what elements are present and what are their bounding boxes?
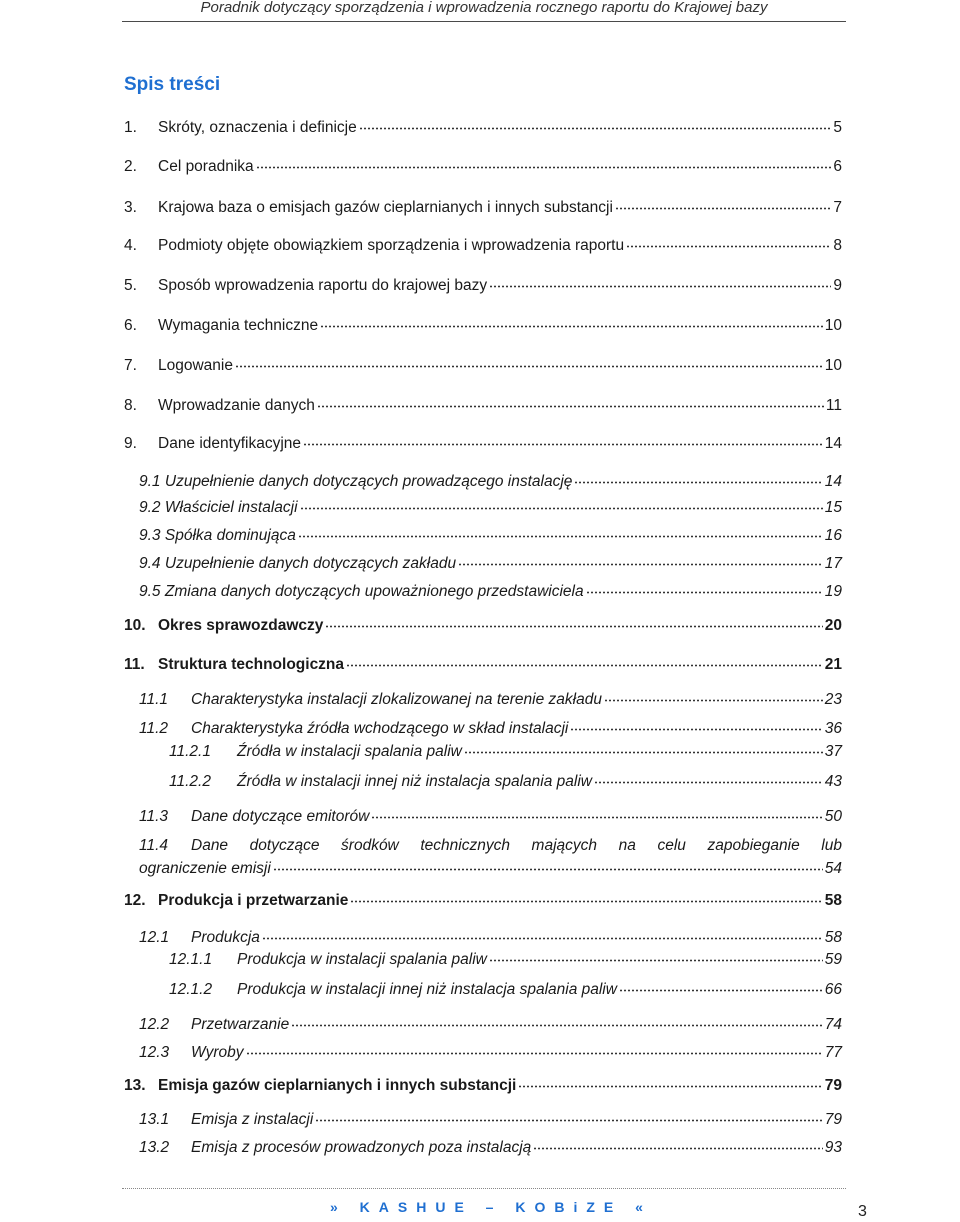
toc-entry-page: 19 bbox=[824, 583, 842, 600]
page-number: 3 bbox=[858, 1203, 867, 1220]
toc-entry-label: Wymagania techniczne bbox=[158, 317, 319, 334]
dot-leader bbox=[458, 552, 823, 566]
toc-entry-number: 12.1.2 bbox=[169, 981, 213, 998]
toc-entry-13-1[interactable] bbox=[139, 1110, 842, 1130]
toc-entry-label: Struktura technologiczna bbox=[158, 656, 345, 673]
dot-leader bbox=[574, 470, 822, 484]
toc-entry-12-3[interactable] bbox=[139, 1043, 842, 1063]
toc-entry-number: 12.2 bbox=[139, 1016, 170, 1033]
dot-leader bbox=[359, 116, 832, 130]
toc-entry-number: 11.2.1 bbox=[169, 743, 211, 760]
toc-entry-page: 59 bbox=[824, 951, 842, 968]
toc-entry-label: Dane identyfikacyjne bbox=[158, 435, 302, 452]
dot-leader bbox=[346, 653, 823, 667]
toc-entry-page: 21 bbox=[824, 656, 842, 673]
toc-entry-number: 5. bbox=[124, 277, 137, 294]
toc-entry-label: Przetwarzanie bbox=[191, 1016, 290, 1033]
dot-leader bbox=[533, 1136, 822, 1150]
toc-entry-page: 8 bbox=[833, 237, 842, 254]
toc-entry-label: Charakterystyka instalacji zlokalizowanej na terenie zakładu bbox=[191, 691, 602, 708]
toc-entry-number: 11. bbox=[124, 656, 145, 673]
dot-leader bbox=[315, 1108, 822, 1122]
toc-entry-page: 9 bbox=[833, 277, 842, 294]
dot-leader bbox=[325, 614, 822, 628]
toc-entry-label: Sposób wprowadzenia raportu do krajowej bazy bbox=[158, 277, 488, 294]
toc-entry-label: Emisja z instalacji bbox=[191, 1111, 314, 1128]
toc-entry-page: 10 bbox=[824, 317, 842, 334]
toc-entry-9-2[interactable] bbox=[139, 498, 842, 518]
toc-entry-label: Wprowadzanie danych bbox=[158, 397, 315, 414]
toc-entry-9-4[interactable] bbox=[139, 554, 842, 574]
dot-leader bbox=[570, 717, 822, 731]
toc-entry-9-1[interactable] bbox=[139, 472, 842, 492]
toc-entry-label: Emisja z procesów prowadzonych poza instalacją bbox=[191, 1139, 532, 1156]
toc-entry-number: 11.3 bbox=[139, 808, 169, 825]
toc-entry-9-5[interactable] bbox=[139, 582, 842, 602]
dot-leader bbox=[626, 234, 831, 248]
toc-entry-label: Uzupełnienie danych dotyczących zakładu bbox=[164, 555, 457, 572]
toc-entry-page: 16 bbox=[824, 527, 842, 544]
toc-entry-label: Źródła w instalacji spalania paliw bbox=[237, 743, 462, 760]
dot-leader bbox=[298, 524, 823, 538]
toc-entry-page: 20 bbox=[824, 617, 842, 634]
toc-entry-2[interactable] bbox=[124, 157, 842, 177]
toc-entry-label: Charakterystyka źródła wchodzącego w skład instalacji bbox=[191, 720, 569, 737]
toc-entry-page: 50 bbox=[824, 808, 842, 825]
toc-entry-number: 1. bbox=[124, 119, 137, 136]
toc-entry-page: 77 bbox=[824, 1044, 842, 1061]
toc-entry-number: 11.1 bbox=[139, 691, 169, 708]
toc-entry-label-continued: ograniczenie emisji bbox=[139, 860, 271, 877]
toc-entry-10[interactable] bbox=[124, 616, 842, 636]
toc-entry-7[interactable] bbox=[124, 356, 842, 376]
toc-entry-11-2-1[interactable] bbox=[169, 742, 842, 762]
toc-entry-label: Produkcja w instalacji innej niż instalacja spalania paliw bbox=[237, 981, 617, 998]
toc-entry-label: Dane dotyczące emitorów bbox=[191, 808, 370, 825]
toc-entry-page: 66 bbox=[824, 981, 842, 998]
footer-divider bbox=[122, 1188, 846, 1189]
toc-entry-page: 17 bbox=[824, 555, 842, 572]
toc-entry-label: Skróty, oznaczenia i definicje bbox=[158, 119, 357, 136]
toc-entry-6[interactable] bbox=[124, 316, 842, 336]
dot-leader bbox=[586, 580, 823, 594]
toc-entry-number: 8. bbox=[124, 397, 137, 414]
toc-entry-12-1-2[interactable] bbox=[169, 980, 842, 1000]
dot-leader bbox=[604, 688, 823, 702]
toc-entry-11-1[interactable] bbox=[139, 690, 842, 710]
toc-entry-page: 93 bbox=[824, 1139, 842, 1156]
toc-entry-number: 13.2 bbox=[139, 1139, 170, 1156]
toc-entry-label: Zmiana danych dotyczących upoważnionego przedstawiciela bbox=[164, 583, 584, 600]
toc-entry-11[interactable] bbox=[124, 655, 842, 675]
toc-entry-number: 11.2.2 bbox=[169, 773, 211, 790]
dot-leader bbox=[300, 496, 823, 510]
dot-leader bbox=[273, 857, 823, 871]
dot-leader bbox=[518, 1074, 822, 1088]
toc-entry-5[interactable] bbox=[124, 276, 842, 296]
dot-leader bbox=[262, 926, 823, 940]
toc-entry-page: 11 bbox=[825, 397, 842, 414]
dot-leader bbox=[594, 770, 823, 784]
toc-entry-label: Właściciel instalacji bbox=[164, 499, 298, 516]
toc-entry-page: 74 bbox=[824, 1016, 842, 1033]
toc-entry-label: Cel poradnika bbox=[158, 158, 254, 175]
dot-leader bbox=[489, 948, 823, 962]
toc-entry-label: Spółka dominująca bbox=[164, 527, 296, 544]
toc-entry-label: Krajowa baza o emisjach gazów cieplarnianych i innych substancji bbox=[158, 199, 613, 216]
dot-leader bbox=[320, 314, 823, 328]
dot-leader bbox=[246, 1041, 823, 1055]
toc-entry-page: 5 bbox=[833, 119, 842, 136]
toc-entry-number: 11.2 bbox=[139, 720, 169, 737]
toc-entry-number: 12.1 bbox=[139, 929, 170, 946]
toc-entry-number: 12.3 bbox=[139, 1044, 170, 1061]
toc-entry-label: Logowanie bbox=[158, 357, 233, 374]
toc-entry-12-2[interactable] bbox=[139, 1015, 842, 1035]
toc-entry-11-2-2[interactable] bbox=[169, 772, 842, 792]
toc-entry-12-1-1[interactable] bbox=[169, 950, 842, 970]
toc-title: Spis treści bbox=[124, 74, 221, 95]
toc-entry-number: 12.1.1 bbox=[169, 951, 213, 968]
dot-leader bbox=[291, 1013, 823, 1027]
toc-entry-label: Produkcja bbox=[191, 929, 260, 946]
toc-entry-label: Dane dotyczące środków technicznych mających na celu zapobieganie lub bbox=[191, 837, 842, 854]
dot-leader bbox=[350, 889, 822, 903]
toc-entry-label: Wyroby bbox=[191, 1044, 244, 1061]
toc-entry-3[interactable] bbox=[124, 198, 842, 218]
footer-brand: » KASHUE – KOBiZE « bbox=[330, 1199, 652, 1215]
dot-leader bbox=[489, 274, 831, 288]
toc-entry-number: 2. bbox=[124, 158, 137, 175]
toc-entry-line-2 bbox=[139, 857, 842, 880]
toc-entry-number: 9.4 bbox=[139, 555, 161, 572]
toc-entry-page: 79 bbox=[824, 1077, 842, 1094]
toc-entry-page: 58 bbox=[824, 929, 842, 946]
toc-entry-9-3[interactable] bbox=[139, 526, 842, 546]
toc-entry-label: Okres sprawozdawczy bbox=[158, 617, 324, 634]
toc-entry-number: 10. bbox=[124, 617, 146, 634]
toc-entry-page: 6 bbox=[833, 158, 842, 175]
toc-entry-number: 13. bbox=[124, 1077, 146, 1094]
toc-entry-13[interactable] bbox=[124, 1076, 842, 1096]
toc-entry-page: 36 bbox=[824, 720, 842, 737]
toc-entry-label: Produkcja i przetwarzanie bbox=[158, 892, 349, 909]
toc-entry-page: 10 bbox=[824, 357, 842, 374]
toc-entry-8[interactable] bbox=[124, 396, 842, 416]
toc-entry-label: Uzupełnienie danych dotyczących prowadzącego instalację bbox=[164, 473, 573, 490]
toc-entry-number: 9.3 bbox=[139, 527, 161, 544]
toc-entry-page: 54 bbox=[824, 860, 842, 877]
toc-entry-label: Źródła w instalacji innej niż instalacja spalania paliw bbox=[237, 773, 592, 790]
toc-entry-4[interactable] bbox=[124, 236, 842, 256]
toc-entry-number: 12. bbox=[124, 892, 146, 909]
toc-entry-label: Emisja gazów cieplarnianych i innych substancji bbox=[158, 1077, 517, 1094]
toc-entry-12-1[interactable] bbox=[139, 928, 842, 948]
dot-leader bbox=[235, 354, 823, 368]
toc-entry-number: 3. bbox=[124, 199, 137, 216]
dot-leader bbox=[464, 740, 823, 754]
toc-entry-number: 9.2 bbox=[139, 499, 161, 516]
toc-entry-page: 7 bbox=[833, 199, 842, 216]
toc-entry-line-1 bbox=[139, 834, 842, 857]
toc-entry-page: 43 bbox=[824, 773, 842, 790]
toc-entry-page: 14 bbox=[824, 473, 842, 490]
toc-entry-1[interactable] bbox=[124, 118, 842, 138]
toc-entry-number: 7. bbox=[124, 357, 137, 374]
toc-entry-11-3[interactable] bbox=[139, 807, 842, 827]
toc-entry-number: 13.1 bbox=[139, 1111, 170, 1128]
toc-entry-11-4[interactable] bbox=[139, 834, 842, 880]
toc-entry-page: 37 bbox=[824, 743, 842, 760]
toc-entry-number: 11.4 bbox=[139, 837, 169, 854]
running-header: Poradnik dotyczący sporządzenia i wprowadzenia rocznego raportu do Krajowej bazy bbox=[122, 0, 846, 22]
dot-leader bbox=[317, 394, 824, 408]
toc-entry-page: 58 bbox=[824, 892, 842, 909]
toc-entry-page: 15 bbox=[824, 499, 842, 516]
dot-leader bbox=[619, 978, 823, 992]
toc-entry-11-2[interactable] bbox=[139, 719, 842, 739]
toc-entry-label: Produkcja w instalacji spalania paliw bbox=[237, 951, 487, 968]
toc-entry-12[interactable] bbox=[124, 891, 842, 911]
toc-entry-number: 9. bbox=[124, 435, 137, 452]
toc-entry-page: 23 bbox=[824, 691, 842, 708]
dot-leader bbox=[303, 432, 823, 446]
toc-entry-number: 9.5 bbox=[139, 583, 161, 600]
toc-entry-page: 79 bbox=[824, 1111, 842, 1128]
toc-entry-label: Podmioty objęte obowiązkiem sporządzenia i wprowadzenia raportu bbox=[158, 237, 625, 254]
dot-leader bbox=[371, 805, 822, 819]
toc-entry-number: 4. bbox=[124, 237, 137, 254]
toc-entry-page: 14 bbox=[824, 435, 842, 452]
toc-entry-13-2[interactable] bbox=[139, 1138, 842, 1158]
toc-entry-9[interactable] bbox=[124, 434, 842, 454]
toc-entry-number: 6. bbox=[124, 317, 137, 334]
dot-leader bbox=[256, 155, 832, 169]
dot-leader bbox=[615, 196, 831, 210]
toc-entry-number: 9.1 bbox=[139, 473, 161, 490]
